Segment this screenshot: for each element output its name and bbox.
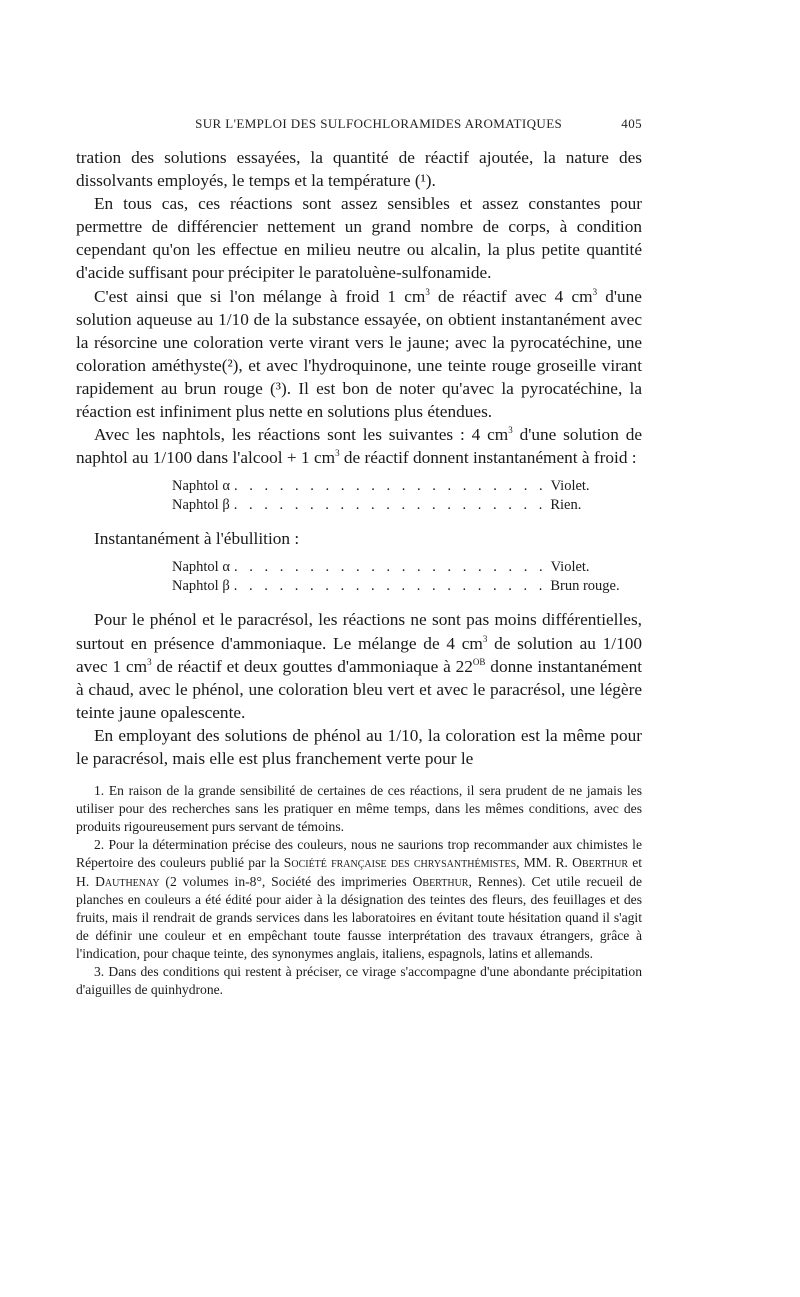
page (76, 116, 642, 999)
paragraph-7: En employant des solutions de phénol au 1/10, la coloration est la même pour le paracrésol, mais elle est plus franchement verte pour le (76, 725, 642, 768)
list-item: Naphtol α . . . . . . . . . . . . . . . . . . . . . Violet. (172, 559, 590, 576)
paragraph-2: En tous cas, ces réactions sont assez sensibles et assez constantes pour permettre de différencier nettement un grand nombre de corps, à condition cependant qu'on les effectue en milieu neutre ou alcalin, la plus petite quantité d'acide suffisant pour précipiter le paratoluène-sulfonamide. (76, 194, 642, 283)
list-item: Naphtol β . . . . . . . . . . . . . . . . . . . . . Rien. (172, 497, 582, 514)
list-item: Naphtol β . . . . . . . . . . . . . . . . . . . . . Brun rouge. (172, 578, 620, 595)
paragraph-4: Avec les naphtols, les réactions sont les suivantes : 4 $cm^3$ d'une solution de naphtol au 1/100 dans l'alcool + 1 $cm^3$ de réactif donnent instantanément à froid : (76, 425, 643, 468)
page-number: 405 (621, 116, 642, 131)
footnote-3: 3. Dans des conditions qui restent à préciser, ce virage s'accompagne d'une abondante précipitation d'aiguilles de quinhydrone. (76, 964, 642, 998)
paragraph-6: Pour le phénol et le paracrésol, les réactions ne sont pas moins différentielles, surtout en présence d'ammoniaque. Le mélange de 4 $cm^3$ de solution au 1/100 avec 1 $cm^3$ de réactif et deux gouttes d'ammoniaque à $22^{OB}$ donne instantanément à chaud, avec le phénol, une coloration bleu vert et avec le paracrésol, une légère teinte jaune opalescente. (76, 610, 643, 722)
footnote-1: 1. En raison de la grande sensibilité de certaines de ces réactions, il sera prudent de ne jamais les utiliser pour des recherches sans les pratiquer en même temps, dans les mêmes conditions, avec des produits rigoureusement purs servant de témoins. (76, 783, 642, 835)
running-title: SUR L'EMPLOI DES SULFOCHLORAMIDES AROMATIQUES (195, 116, 563, 131)
running-head (76, 116, 642, 138)
footnotes (76, 782, 642, 999)
result-list-cold (172, 477, 590, 515)
paragraph-1: tration des solutions essayées, la quantité de réactif ajoutée, la nature des dissolvants employés, le temps et la température (¹). (76, 148, 642, 191)
result-list-boil (172, 558, 620, 596)
paragraph-5: Instantanément à l'ébullition : (94, 529, 300, 549)
body-text (76, 146, 642, 770)
footnote-2: 2. Pour la détermination précise des couleurs, nous ne saurions trop recommander aux chimistes le Répertoire des couleurs publié par la Société française des chrysanthémistes, MM. R. Oberthur et H. Dauthenay (2 volumes in-8°, Société des imprimeries Oberthur, Rennes). Cet utile recueil de planches en couleurs a été édité pour aider à la désignation des teintes des fleurs, des feuillages et des fruits, mais il rendrait de grands services dans les laboratoires en évitant toute hésitation quand il s'agit de définir une couleur et en empêchant toute fausse interprétation des travaux étrangers, grâce à l'indication, pour chaque teinte, des synonymes anglais, italiens, espagnols, latins et allemands. (76, 837, 643, 961)
list-item: Naphtol α . . . . . . . . . . . . . . . . . . . . . Violet. (172, 478, 590, 495)
paragraph-3: C'est ainsi que si l'on mélange à froid 1 $cm^3$ de réactif avec 4 $cm^3$ d'une solution aqueuse au 1/10 de la substance essayée, on obtient instantanément avec la résorcine une coloration verte virant vers le jaune; avec la pyrocatéchine, une coloration améthyste(²), et avec l'hydroquinone, une teinte rouge groseille virant rapidement au brun rouge (³). Il est bon de noter qu'avec la pyrocatéchine, la réaction est infiniment plus nette en solutions plus étendues. (76, 286, 642, 422)
